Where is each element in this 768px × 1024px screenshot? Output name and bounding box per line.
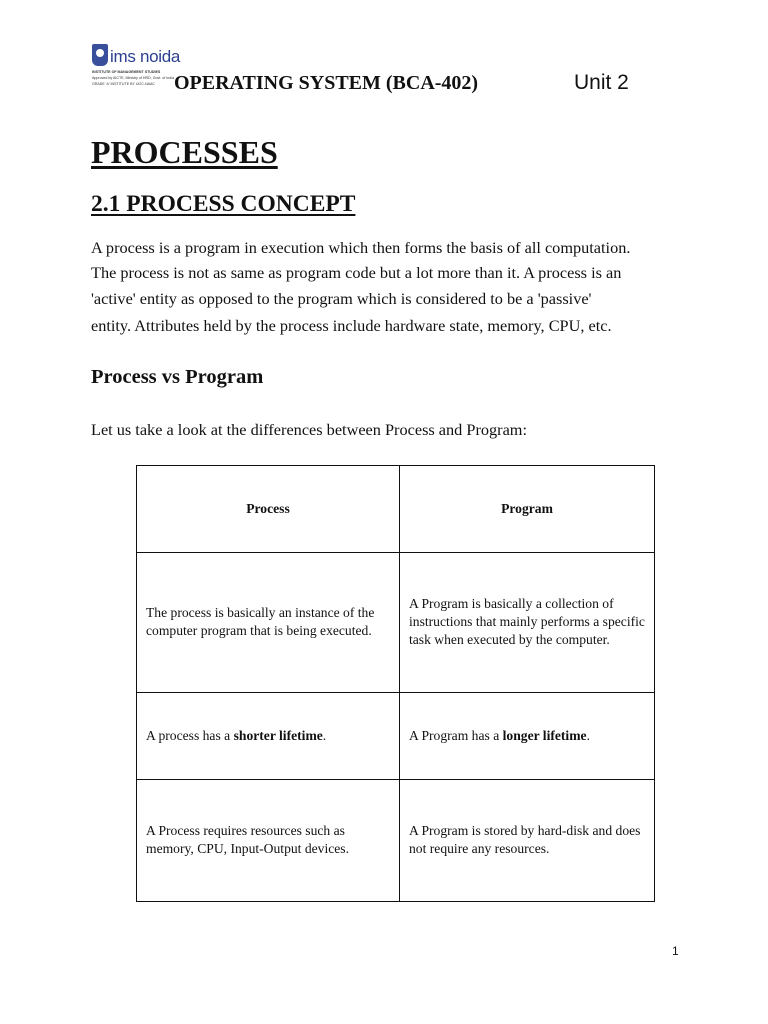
- logo-tagline-2: Approved by AICTE, Ministry of HRD, Govt. of India: [92, 76, 175, 80]
- cell-program: A Program is stored by hard-disk and does not require any resources.: [400, 779, 655, 901]
- cell-text: .: [586, 727, 590, 743]
- table-row: [137, 692, 655, 779]
- cell-process: A Process requires resources such as memory, CPU, Input-Output devices.: [137, 779, 400, 901]
- intro-text: Let us take a look at the differences between Process and Program:: [91, 420, 527, 439]
- table-row: [137, 553, 655, 692]
- cell-bold-text: shorter lifetime: [233, 727, 323, 743]
- paragraph-line: entity. Attributes held by the process include hardware state, memory, CPU, etc.: [91, 316, 612, 335]
- course-title: OPERATING SYSTEM (BCA-402): [174, 72, 479, 94]
- logo-tagline-1: INSTITUTE OF MANAGEMENT STUDIES: [92, 70, 161, 74]
- comparison-table: [136, 465, 655, 902]
- cell-process: The process is basically an instance of the computer program that is being executed.: [137, 553, 400, 692]
- section-heading: 2.1 PROCESS CONCEPT: [91, 191, 356, 217]
- cell-program: A Program is basically a collection of instructions that mainly performs a specific task when executed by the computer.: [400, 553, 655, 692]
- paragraph-line: The process is not as same as program code but a lot more than it. A process is an: [91, 263, 622, 282]
- page-number: 1: [672, 944, 679, 958]
- cell-process: [137, 692, 400, 779]
- cell-program: [400, 692, 655, 779]
- table-header-row: [137, 466, 655, 553]
- crest-icon: [92, 44, 108, 66]
- cell-text: A Program has a: [409, 727, 503, 743]
- logo-tagline-3: GRADE 'A' INSTITUTE BY UGC-NAAC: [92, 82, 156, 86]
- institute-logo: [90, 44, 181, 94]
- header-program: Program: [400, 466, 655, 553]
- header-process: Process: [137, 466, 400, 553]
- paragraph-line: 'active' entity as opposed to the program which is considered to be a 'passive': [91, 289, 592, 308]
- subsection-heading: Process vs Program: [91, 366, 264, 388]
- page-title: PROCESSES: [91, 134, 278, 170]
- table-row: [137, 779, 655, 901]
- cell-bold-text: longer lifetime: [502, 727, 587, 743]
- unit-label: Unit 2: [574, 71, 629, 94]
- logo-name: ims noida: [110, 47, 181, 66]
- cell-text: A process has a: [146, 727, 234, 743]
- paragraph-line: A process is a program in execution which then forms the basis of all computation.: [91, 238, 631, 257]
- cell-text: .: [322, 727, 327, 743]
